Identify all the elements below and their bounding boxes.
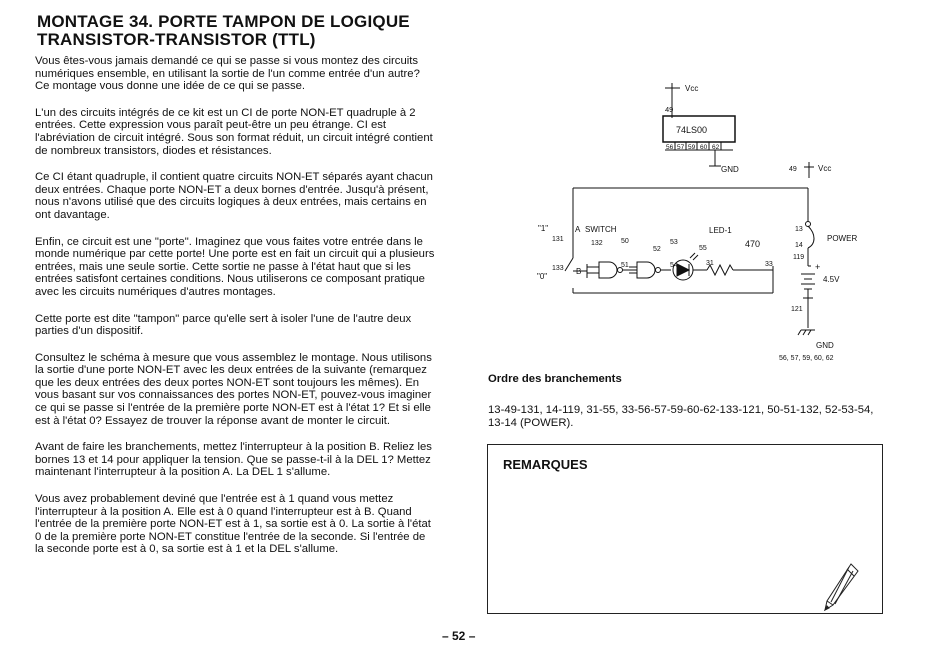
- title-line-2: TRANSISTOR-TRANSISTOR (TTL): [37, 30, 316, 49]
- pin-51-label: 51: [621, 262, 629, 269]
- chip-pin-56: 56: [666, 144, 674, 151]
- pin-131-label: 131: [552, 236, 564, 243]
- led-label: LED-1: [709, 226, 732, 235]
- pin-50-label: 50: [621, 238, 629, 245]
- order-title: Ordre des branchements: [488, 373, 622, 385]
- gnd-bottom-label: GND: [816, 341, 834, 350]
- pin-55-label: 55: [699, 245, 707, 252]
- pin-133-label: 133: [552, 265, 564, 272]
- state-1-label: "1": [538, 224, 549, 233]
- remarques-box: [487, 444, 883, 614]
- paragraph: Enfin, ce circuit est une "porte". Imaginez que vous faites votre entrée dans le monde numérique par cette porte! Une porte est en fait un circuit qui a plusieurs entrées, mais une seule sortie. Cette sortie ne passe à l'état haut que si les entrées satisfont certaines conditions. Nous utiliserons ce composant pratique avec les circuits numériques d'autres montages.: [35, 235, 435, 298]
- pin-53-label: 53: [670, 239, 678, 246]
- switch-label: SWITCH: [585, 225, 617, 234]
- pin-132-label: 132: [591, 240, 603, 247]
- title-line-1: MONTAGE 34. PORTE TAMPON DE LOGIQUE: [37, 12, 410, 31]
- pin-14-label: 14: [795, 242, 803, 249]
- state-0-label: "0": [537, 272, 548, 281]
- paragraph: Vous avez probablement deviné que l'entrée est à 1 quand vous mettez l'interrupteur à la position A. Elle est à 0 quand l'interrupteur est à B. Quand l'entrée de la première porte NON-ET est à 1, sa sortie est à 0. La sortie à l'état 0 de la première porte NON-ET constitue l'entrée de la seconde. Si l'entrée de la seconde porte est à 0, sa sortie est à 1 et la DEL s'allume.: [35, 493, 431, 556]
- page-title: [37, 13, 457, 49]
- paragraph: Cette porte est dite "tampon" parce qu'elle sert à isoler l'une de l'autre deux parties d'un dispositif.: [35, 312, 412, 338]
- vcc-top-label: Vcc: [685, 84, 699, 93]
- chip-pin-60: 60: [700, 144, 708, 151]
- gnd-pins-label: 56, 57, 59, 60, 62: [779, 355, 834, 362]
- pin-49a-label: 49: [665, 105, 674, 114]
- paragraph: Consultez le schéma à mesure que vous assemblez le montage. Nous utilisons la sortie d'une porte NON-ET avec les deux entrées de la suivante (remarquez que les deux entrées des deux portes NON-ET sont toujours les mêmes). En vous basant sur vos connaissances des portes NON-ET, pouvez-vous imaginer ce qui se passe si l'entrée de la première porte NON-ET est à l'état 1? Et si elle est à l'état 0? Essayez de trouver la réponse avant de monter le circuit.: [35, 351, 432, 427]
- paragraph: Ce CI étant quadruple, il contient quatre circuits NON-ET séparés ayant chacun deux entrées. Chaque porte NON-ET a deux bornes d'entrée. Jusqu'à présent, nous n'avons utilisé que des circuits logiques à deux entrées, mais certains en ont davantage.: [35, 171, 433, 221]
- paragraph: L'un des circuits intégrés de ce kit est un CI de porte NON-ET quadruple à 2 entrées. Cette expression vous paraît peut-être un peu étrange. CI est l'abréviation de circuit intégré. Sous son format réduit, un circuit intégré contient de nombreux transistors, diodes et résistances.: [35, 106, 433, 157]
- body-text: [35, 55, 435, 570]
- vcc-right-label: Vcc: [818, 164, 832, 173]
- chip-pin-57: 57: [677, 144, 685, 151]
- paragraph: Vous êtes-vous jamais demandé ce qui se passe si vous montez des circuits numériques ensemble, en utilisant la sortie de l'un comme entrée d'un autre? Ce montage vous donne une idée de ce qui se passe.: [35, 55, 420, 93]
- pin-121-label: 121: [791, 306, 803, 313]
- pencil-icon: [821, 561, 861, 613]
- chip-pin-59: 59: [688, 144, 696, 151]
- pin-13-label: 13: [795, 226, 803, 233]
- pin-119-label: 119: [793, 254, 805, 261]
- circuit-schematic: [525, 78, 870, 368]
- plus-label: +: [815, 262, 821, 272]
- pin-31-label: 31: [706, 260, 714, 267]
- pin-52-label: 52: [653, 246, 661, 253]
- chip-pin-62: 62: [712, 144, 720, 151]
- chip-label: 74LS00: [676, 125, 708, 135]
- power-label: POWER: [827, 234, 858, 243]
- order-text: 13-49-131, 14-119, 31-55, 33-56-57-59-60-62-133-121, 50-51-132, 52-53-54, 13-14 (POWER).: [488, 404, 874, 429]
- resistor-label: 470: [745, 239, 761, 249]
- paragraph: Avant de faire les branchements, mettez l'interrupteur à la position B. Reliez les bornes 13 et 14 pour appliquer la tension. Que se passe-t-il à la DEL 1? Mettez maintenant l'interrupteur à la position A. La DEL 1 s'allume.: [35, 441, 432, 479]
- page-number: – 52 –: [442, 629, 476, 643]
- remarques-title: REMARQUES: [503, 457, 588, 472]
- battery-label: 4.5V: [823, 275, 840, 284]
- pin-49b-label: 49: [789, 166, 797, 173]
- pin-54-label: 54: [670, 262, 678, 269]
- switch-b-label: B: [576, 267, 582, 276]
- gnd-top-label: GND: [721, 165, 739, 174]
- pin-33-label: 33: [765, 261, 773, 268]
- switch-a-label: A: [575, 225, 581, 234]
